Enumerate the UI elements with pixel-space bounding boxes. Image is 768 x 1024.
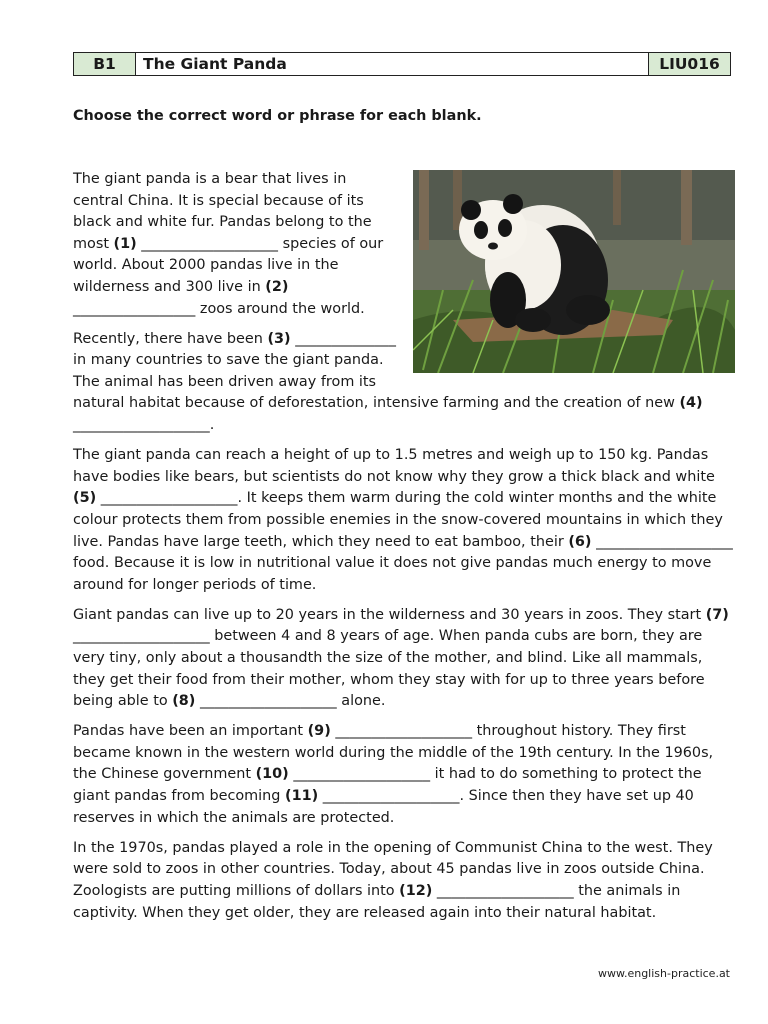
text-body <box>73 169 735 933</box>
blank-number: (5) <box>73 490 97 507</box>
paragraph-6: In the 1970s, pandas played a role in the opening of Communist China to the west. They were sold to zoos in other countries. Today, about 45 pandas live in zoos outside China. Zoologists are putting millions of dollars into (12) ___________________ the animals in captivity. When they get older, they are released again into their natural habitat. <box>73 839 713 921</box>
instruction-text: Choose the correct word or phrase for each blank. <box>73 108 482 124</box>
panda-photo <box>413 170 735 373</box>
blank-number: (12) <box>399 882 433 899</box>
footer-url: www.english-practice.at <box>597 967 730 980</box>
blank-number: (2) <box>265 278 289 295</box>
blank-number: (9) <box>307 723 331 740</box>
worksheet-title: The Giant Panda <box>143 55 287 73</box>
paragraph-3: The giant panda can reach a height of up to 1.5 metres and weigh up to 150 kg. Pandas have bodies like bears, but scientists do not know why they grow a thick black and white (5) ___________________. It keeps them warm during the cold winter months and the white colour protects them from possible enemies in the snow-covered mountains in which they live. Pandas have large teeth, which they need to eat bamboo, their (6) ___________________ food. Because it is low in nutritional value it does not give pandas much energy to move around for longer periods of time. <box>73 447 733 593</box>
blank-number: (10) <box>255 766 289 783</box>
worksheet-header <box>73 52 731 76</box>
panda-illustration <box>413 170 735 373</box>
blank-number: (6) <box>568 533 592 550</box>
worksheet-code: LIU016 <box>648 53 730 75</box>
level-badge: B1 <box>74 53 136 75</box>
paragraph-1: The giant panda is a bear that lives in central China. It is special because of its black and white fur. Pandas belong to the most (1) ___________________ species of our world. About 2000 pandas live in the wilderness and 300 live in (2) _________________ zoos around the world. <box>73 171 384 317</box>
blank-number: (7) <box>705 606 729 623</box>
blank-number: (4) <box>679 395 703 412</box>
blank-number: (11) <box>285 788 319 805</box>
blank-number: (8) <box>172 693 196 710</box>
blank-number: (1) <box>113 235 137 252</box>
paragraph-2: Recently, there have been (3) ______________ in many countries to save the giant panda. The animal has been driven away from its natural habitat because of deforestation, intensive farming and the creation of new (4) ___________________. <box>73 330 703 434</box>
paragraph-4: Giant pandas can live up to 20 years in the wilderness and 30 years in zoos. They start (7) ___________________ between 4 and 8 years of age. When panda cubs are born, they are very tiny, only about a thousandth the size of the mother, and blind. Like all mammals, they get their food from their mother, whom they stay with for up to three years before being able to (8) ___________________ alone. <box>73 606 729 710</box>
paragraph-5: Pandas have been an important (9) ___________________ throughout history. They first became known in the western world during the middle of the 19th century. In the 1960s, the Chinese government (10) ___________________ it had to do something to protect the giant pandas from becoming (11) ___________________. Since then they have set up 40 reserves in which the animals are protected. <box>73 723 714 826</box>
blank-number: (3) <box>267 330 291 347</box>
